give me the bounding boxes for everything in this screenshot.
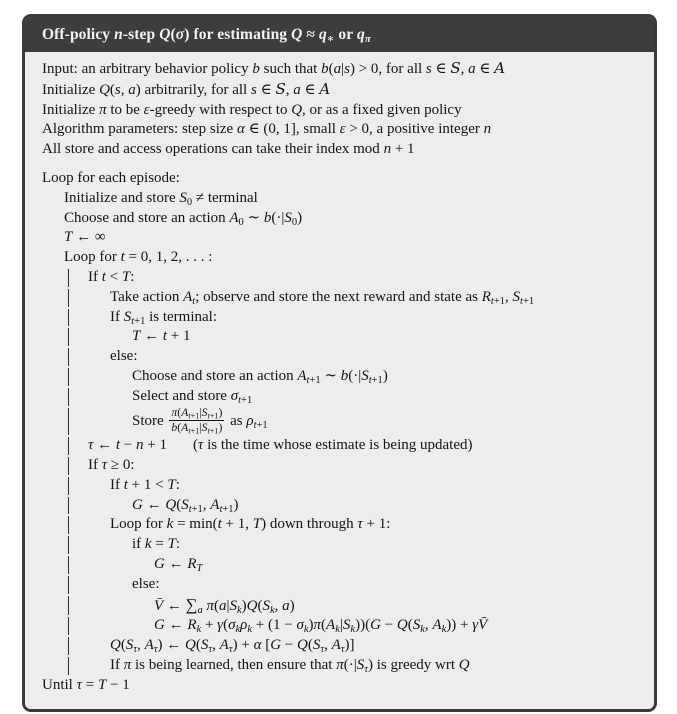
line-text: $Q(S_\tau$, $A_\tau$) ← $Q(S_\tau$, $A_\tau) + \alpha$ [$G - Q(S_\tau$, $A_\tau$)]	[110, 637, 355, 656]
line-text: If t + 1 < T:	[110, 476, 180, 493]
line-text: If τ ≥ 0:	[88, 456, 135, 473]
scope-bar	[68, 617, 69, 635]
algorithm-line	[42, 189, 644, 209]
algorithm-line	[42, 595, 644, 617]
line-text: else:	[132, 575, 160, 592]
scope-bar	[68, 576, 69, 594]
algorithm-line	[42, 120, 644, 140]
algorithm-title: Off-policy n-step Q(σ) for estimating $Q \approx q_∗$ or $q_\pi$	[42, 26, 371, 46]
algorithm-line	[42, 476, 644, 496]
scope-bar	[68, 408, 69, 436]
preamble-section	[42, 59, 644, 160]
line-text: G ← $Q(S_{t+1}$, $A_{t+1}$)	[132, 496, 239, 515]
line-text: Loop for k = min(t + 1, T) down through τ + 1:	[110, 516, 391, 533]
line-text: Take action $A_t$; observe and store the next reward and state as $R_{t+1}$, $S_{t+1}$	[110, 288, 535, 307]
algorithm-line	[42, 387, 644, 407]
algorithm-line	[42, 496, 644, 516]
algorithm-line	[42, 575, 644, 595]
scope-bar	[68, 457, 69, 475]
algorithm-line	[42, 636, 644, 656]
line-text: Until τ = T − 1	[42, 676, 130, 693]
line-text: τ ← t − n + 1 (τ is the time whose estimate is being updated)	[88, 437, 473, 454]
algorithm-line	[42, 268, 644, 288]
algorithm-line	[42, 656, 644, 676]
algorithm-line	[42, 436, 644, 456]
scope-bar	[68, 497, 69, 515]
scope-bar	[68, 437, 69, 455]
scope-bar	[68, 657, 69, 675]
algorithm-line	[42, 616, 644, 636]
scope-bar	[68, 348, 69, 366]
algorithm-line	[42, 169, 644, 189]
line-text: Choose and store an action $A_0$ ∼ $b(\cdot|S_0)$	[64, 209, 303, 228]
algorithm-line	[42, 140, 644, 160]
line-text: Loop for t = 0, 1, 2, . . . :	[64, 249, 213, 266]
line-text: G ← $R_T$	[154, 555, 203, 574]
algorithm-header	[25, 17, 654, 52]
line-text: Loop for each episode:	[42, 169, 180, 186]
line-text: All store and access operations can take their index mod n + 1	[42, 141, 415, 158]
algorithm-line	[42, 228, 644, 248]
line-text: G ← $R_k + \gamma(\sigma_k\rho_k + (1 - \sigma_k)\pi(A_k|S_k))(G - Q(S_k$, $A_k$)) + γV̄	[154, 617, 488, 636]
scope-bar	[68, 269, 69, 287]
algorithm-line	[42, 80, 644, 101]
line-text: Store $\frac{\pi(A_{t+1}|S_{t+1})}{b(A_{t+1}|S_{t+1})}$ as $\rho_{t+1}$	[132, 405, 268, 436]
algorithm-box	[22, 14, 657, 712]
algorithm-line	[42, 248, 644, 268]
algorithm-line	[42, 367, 644, 387]
line-text: Initialize π to be ε-greedy with respect to Q, or as a fixed given policy	[42, 101, 462, 118]
scope-bar	[68, 368, 69, 386]
line-text: Initialize and store $S_0$ ≠ terminal	[64, 189, 258, 208]
algorithm-line	[42, 555, 644, 575]
line-text: T ← t + 1	[132, 328, 191, 345]
scope-bar	[68, 516, 69, 534]
algorithm-line	[42, 288, 644, 308]
algorithm-line	[42, 515, 644, 535]
algorithm-line	[42, 101, 644, 121]
main-section	[42, 169, 644, 696]
line-text: T ← ∞	[64, 229, 106, 246]
algorithm-line	[42, 308, 644, 328]
scope-bar	[68, 637, 69, 655]
line-text: If t < T:	[88, 268, 135, 285]
scope-bar	[68, 309, 69, 327]
scope-bar	[68, 536, 69, 554]
line-text: if k = T:	[132, 536, 181, 553]
algorithm-body	[25, 52, 654, 709]
line-text: Algorithm parameters: step size α ∈ (0, 1], small ε > 0, a positive integer n	[42, 121, 492, 138]
algorithm-line	[42, 209, 644, 229]
line-text: Initialize Q(s, a) arbitrarily, for all s ∈ S, a ∈ A	[42, 79, 331, 98]
algorithm-line	[42, 347, 644, 367]
line-text: If π is being learned, then ensure that $\pi(\cdot|S_\tau)$ is greedy wrt Q	[110, 656, 470, 675]
line-text: Choose and store an action $A_{t+1}$ ∼ $b(\cdot|S_{t+1})$	[132, 367, 388, 386]
scope-bar	[68, 556, 69, 574]
line-text: Input: an arbitrary behavior policy b such that b(a|s) > 0, for all s ∈ S, a ∈ A	[42, 59, 506, 77]
scope-bar	[68, 328, 69, 346]
line-text: V̄ ← $\sum_a$ $\pi(a|S_k)Q(S_k$, a)	[154, 594, 295, 616]
algorithm-line	[42, 535, 644, 555]
line-text: If $S_{t+1}$ is terminal:	[110, 308, 217, 327]
algorithm-line	[42, 407, 644, 437]
algorithm-line	[42, 327, 644, 347]
algorithm-line	[42, 59, 644, 80]
algorithm-line	[42, 456, 644, 476]
line-text: Select and store $\sigma_{t+1}$	[132, 387, 253, 406]
scope-bar	[68, 477, 69, 495]
line-text: else:	[110, 348, 138, 365]
algorithm-line	[42, 676, 644, 696]
scope-bar	[68, 388, 69, 406]
scope-bar	[68, 289, 69, 307]
scope-bar	[68, 596, 69, 616]
